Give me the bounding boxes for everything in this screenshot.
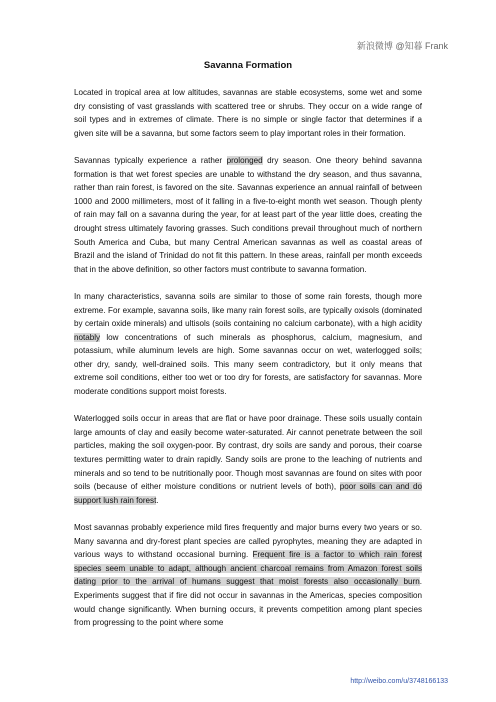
highlighted-text: Frequent fire is a factor to which rain forest species seem unable to adapt, although ancient charcoal remains from Amazon forest soils dating prior to the arrival of humans suggest that moist forests also occasionally burn xyxy=(74,550,422,587)
paragraph-text: Waterlogged soils occur in areas that are flat or have poor drainage. These soils usually contain large amounts of clay and easily become water-saturated. Air cannot penetrate between the soil particles, making the soil oxygen-poor. By contrast, dry soils are sandy and porous, their coarse textures permitting water to drain rapidly. Sandy soils are prone to the leaching of nutrients and minerals and so tend to be nutritionally poor. Though most savannas are found on sites with poor soils (because of either moisture conditions or nutrient levels of both), xyxy=(74,414,422,492)
weibo-watermark-top: 新浪微博 @知暮 Frank xyxy=(356,41,448,51)
paragraph-text: In many characteristics, savanna soils are similar to those of some rain forests, though more extreme. For example, savanna soils, like many rain forest soils, are typically oxisols (dominated by certain oxide minerals) and ultisols (soils containing no calcium carbonate), with a high acidity xyxy=(74,291,422,329)
document-body xyxy=(74,86,422,643)
weibo-url-watermark: http://weibo.com/u/3748166133 xyxy=(350,678,448,685)
paragraph-3 xyxy=(74,290,422,399)
paragraph-1 xyxy=(74,86,422,140)
paragraph-text: dry season. One theory behind savanna formation is that wet forest species are unable to withstand the dry season, and thus savanna, rather than rain forest, is favored on the site. Savannas experience an annual rainfall of between 1000 and 2000 millimeters, most of it falling in a five-to-eight month wet season. Though plenty of rain may fall on a savanna during the year, for at least part of the year little does, creating the drought stress ultimately favoring grasses. Such conditions prevail throughout much of northern South America and Cuba, but many Central American savannas as well as coastal areas of Brazil and the island of Trinidad do not fit this pattern. In these areas, rainfall per month exceeds that in the above definition, so other factors must contribute to savanna formation. xyxy=(74,155,422,274)
paragraph-text: Located in tropical area at low altitudes, savannas are stable ecosystems, some wet and some dry consisting of vast grasslands with scattered tree or shrubs. They occur on a wide range of soil types and in extremes of climate. There is no simple or single factor that determines if a given site will be a savanna, but some factors seem to play important roles in their formation. xyxy=(74,88,422,138)
paragraph-text: low concentrations of such minerals as phosphorus, calcium, magnesium, and potassium, while aluminum levels are high. Some savannas occur on wet, waterlogged soils; other dry, sandy, well-drained soils. This many seem contradictory, but it only means that extreme soil conditions, either too wet or too dry for forests, are satisfactory for savannas. More moderate conditions support moist forests. xyxy=(74,332,422,397)
paragraph-text: Most savannas probably experience mild fires frequently and major burns every two years or so. Many savanna and dry-forest plant species are called pyrophytes, meaning they are adapted in various ways to withstand occasional burning. xyxy=(74,523,422,560)
paragraph-5 xyxy=(74,521,422,630)
paragraph-4 xyxy=(74,412,422,507)
paragraph-text: . xyxy=(156,495,159,505)
highlighted-text: notably xyxy=(74,332,101,342)
paragraph-text: Savannas typically experience a rather xyxy=(74,155,227,165)
document-title: Savanna Formation xyxy=(203,60,293,71)
paragraph-text: . Experiments suggest that if fire did not occur in savannas in the Americas, species composition would change significantly. When burning occurs, it prevents competition among plant species from progressing to the point where some xyxy=(74,577,422,628)
highlighted-text: poor soils can and do support lush rain forest xyxy=(74,482,422,505)
highlighted-text: prolonged xyxy=(226,155,263,165)
paragraph-2 xyxy=(74,154,422,276)
